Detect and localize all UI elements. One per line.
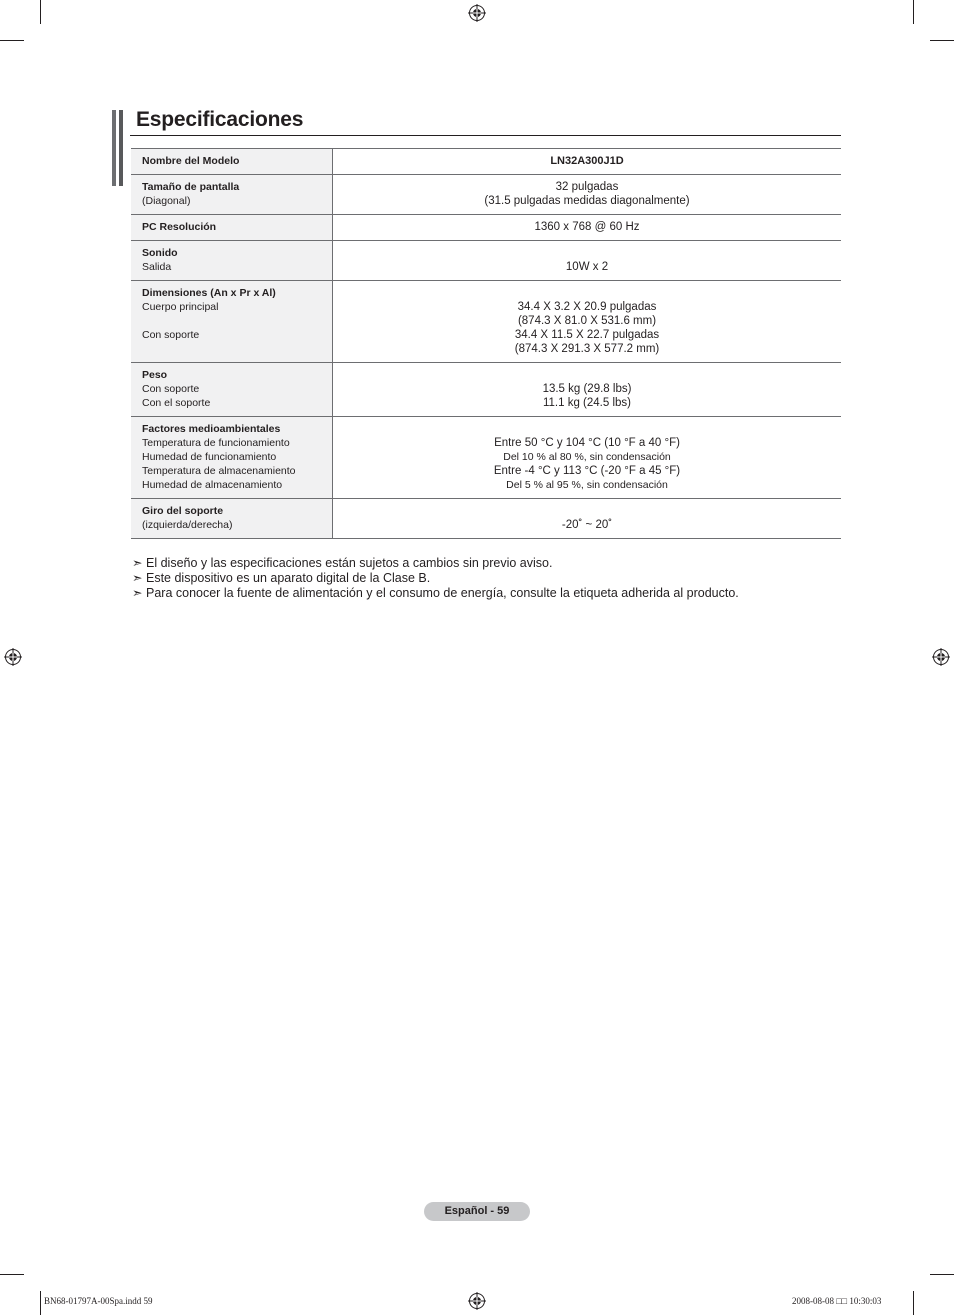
registration-mark-icon <box>932 648 950 666</box>
spec-row <box>131 417 841 499</box>
spec-label-sub: Humedad de almacenamiento <box>142 479 283 491</box>
spec-value-line: Entre -4 °C y 113 °C (-20 °F a 45 °F) <box>493 465 681 477</box>
spec-value-line <box>333 504 841 518</box>
spec-label-heading: Sonido <box>142 247 178 259</box>
spec-row <box>131 281 841 363</box>
spec-label-cell <box>131 363 333 417</box>
spec-row <box>131 499 841 539</box>
spec-value-line: 32 pulgadas <box>555 181 619 193</box>
note-item <box>132 571 739 586</box>
spec-row <box>131 175 841 215</box>
registration-mark-icon <box>4 648 22 666</box>
spec-label-cell <box>131 149 333 175</box>
crop-mark <box>0 1274 24 1275</box>
note-text: Este dispositivo es un aparato digital de la Clase B. <box>146 571 431 585</box>
arrow-icon: ➣ <box>132 571 143 585</box>
crop-mark <box>930 1274 954 1275</box>
spec-value-line: Del 5 % al 95 %, sin condensación <box>506 479 668 491</box>
note-item <box>132 586 739 601</box>
spec-label-cell <box>131 281 333 363</box>
crop-mark <box>913 1291 914 1315</box>
spec-value-line: Entre 50 °C y 104 °C (10 °F a 40 °F) <box>494 437 680 449</box>
spec-label-cell <box>131 417 333 499</box>
notes <box>132 556 739 601</box>
title-divider <box>130 135 841 136</box>
spec-label-sub: Humedad de funcionamiento <box>142 451 277 463</box>
footer-timestamp: 2008-08-08 □□ 10:30:03 <box>792 1296 882 1306</box>
spec-value-line: 34.4 X 11.5 X 22.7 pulgadas <box>514 329 660 341</box>
spec-label-sub: (izquierda/derecha) <box>142 519 233 531</box>
specifications-table <box>131 148 841 539</box>
crop-mark <box>40 0 41 24</box>
spec-value-line: -20˚ ~ 20˚ <box>561 519 613 531</box>
footer-filename: BN68-01797A-00Spa.indd 59 <box>44 1296 153 1306</box>
spec-label-sub: (Diagonal) <box>142 195 191 207</box>
spec-label-heading: Nombre del Modelo <box>142 155 240 167</box>
arrow-icon: ➣ <box>132 586 143 600</box>
spec-label-sub: Con soporte <box>142 329 200 341</box>
crop-mark <box>0 40 24 41</box>
spec-value-line: 34.4 X 3.2 X 20.9 pulgadas <box>517 301 657 313</box>
spec-label-cell <box>131 215 333 241</box>
spec-label-sub: Con el soporte <box>142 397 211 409</box>
page-title: Especificaciones <box>136 108 304 131</box>
spec-value-cell <box>333 417 842 499</box>
spec-label-sub: Temperatura de almacenamiento <box>142 465 296 477</box>
spec-value-line <box>333 368 841 382</box>
spec-label-cell <box>131 241 333 281</box>
spec-row <box>131 215 841 241</box>
spec-value-line <box>333 246 841 260</box>
crop-mark <box>913 0 914 24</box>
spec-label-heading: Giro del soporte <box>142 505 224 517</box>
note-text: Para conocer la fuente de alimentación y el consumo de energía, consulte la etiqueta adherida al producto. <box>146 586 739 600</box>
spec-label-sub: Salida <box>142 261 172 273</box>
note-text: El diseño y las especificaciones están sujetos a cambios sin previo aviso. <box>146 556 553 570</box>
spec-value-line <box>333 286 841 300</box>
spec-label-sub <box>142 314 332 328</box>
spec-value-cell <box>333 281 842 363</box>
spec-value-line: 11.1 kg (24.5 lbs) <box>542 397 631 409</box>
spec-label-sub: Cuerpo principal <box>142 301 219 313</box>
arrow-icon: ➣ <box>132 556 143 570</box>
spec-value-line: (874.3 X 81.0 X 531.6 mm) <box>517 315 657 327</box>
spec-value-line: (31.5 pulgadas medidas diagonalmente) <box>484 195 690 207</box>
spec-value-cell <box>333 215 842 241</box>
registration-mark-icon <box>468 1292 486 1310</box>
spec-row <box>131 241 841 281</box>
spec-label-heading: Factores medioambientales <box>142 423 281 435</box>
spec-row <box>131 363 841 417</box>
spec-value-cell <box>333 241 842 281</box>
spec-value-cell <box>333 499 842 539</box>
spec-row <box>131 149 841 175</box>
spec-value-line: 10W x 2 <box>565 261 609 273</box>
spec-value-cell <box>333 175 842 215</box>
spec-label-heading: Dimensiones (An x Pr x Al) <box>142 287 276 299</box>
spec-label-heading: Peso <box>142 369 168 381</box>
spec-value-line: 13.5 kg (29.8 lbs) <box>542 383 632 395</box>
spec-value-cell <box>333 363 842 417</box>
registration-mark-icon <box>468 4 486 22</box>
spec-value-line: Del 10 % al 80 %, sin condensación <box>503 451 671 463</box>
spec-value-line <box>333 422 841 436</box>
spec-value-line: (874.3 X 291.3 X 577.2 mm) <box>514 343 660 355</box>
crop-mark <box>40 1291 41 1315</box>
spec-value-cell <box>333 149 842 175</box>
spec-label-heading: Tamaño de pantalla <box>142 181 240 193</box>
spec-value-line: 1360 x 768 @ 60 Hz <box>534 221 640 233</box>
spec-label-sub: Con soporte <box>142 383 200 395</box>
spec-label-cell <box>131 175 333 215</box>
page-number-badge: Español - 59 <box>424 1202 530 1221</box>
crop-mark <box>930 40 954 41</box>
spec-label-sub: Temperatura de funcionamiento <box>142 437 290 449</box>
model-name: LN32A300J1D <box>550 155 624 167</box>
note-item <box>132 556 739 571</box>
spec-label-cell <box>131 499 333 539</box>
spec-label-heading: PC Resolución <box>142 221 217 233</box>
